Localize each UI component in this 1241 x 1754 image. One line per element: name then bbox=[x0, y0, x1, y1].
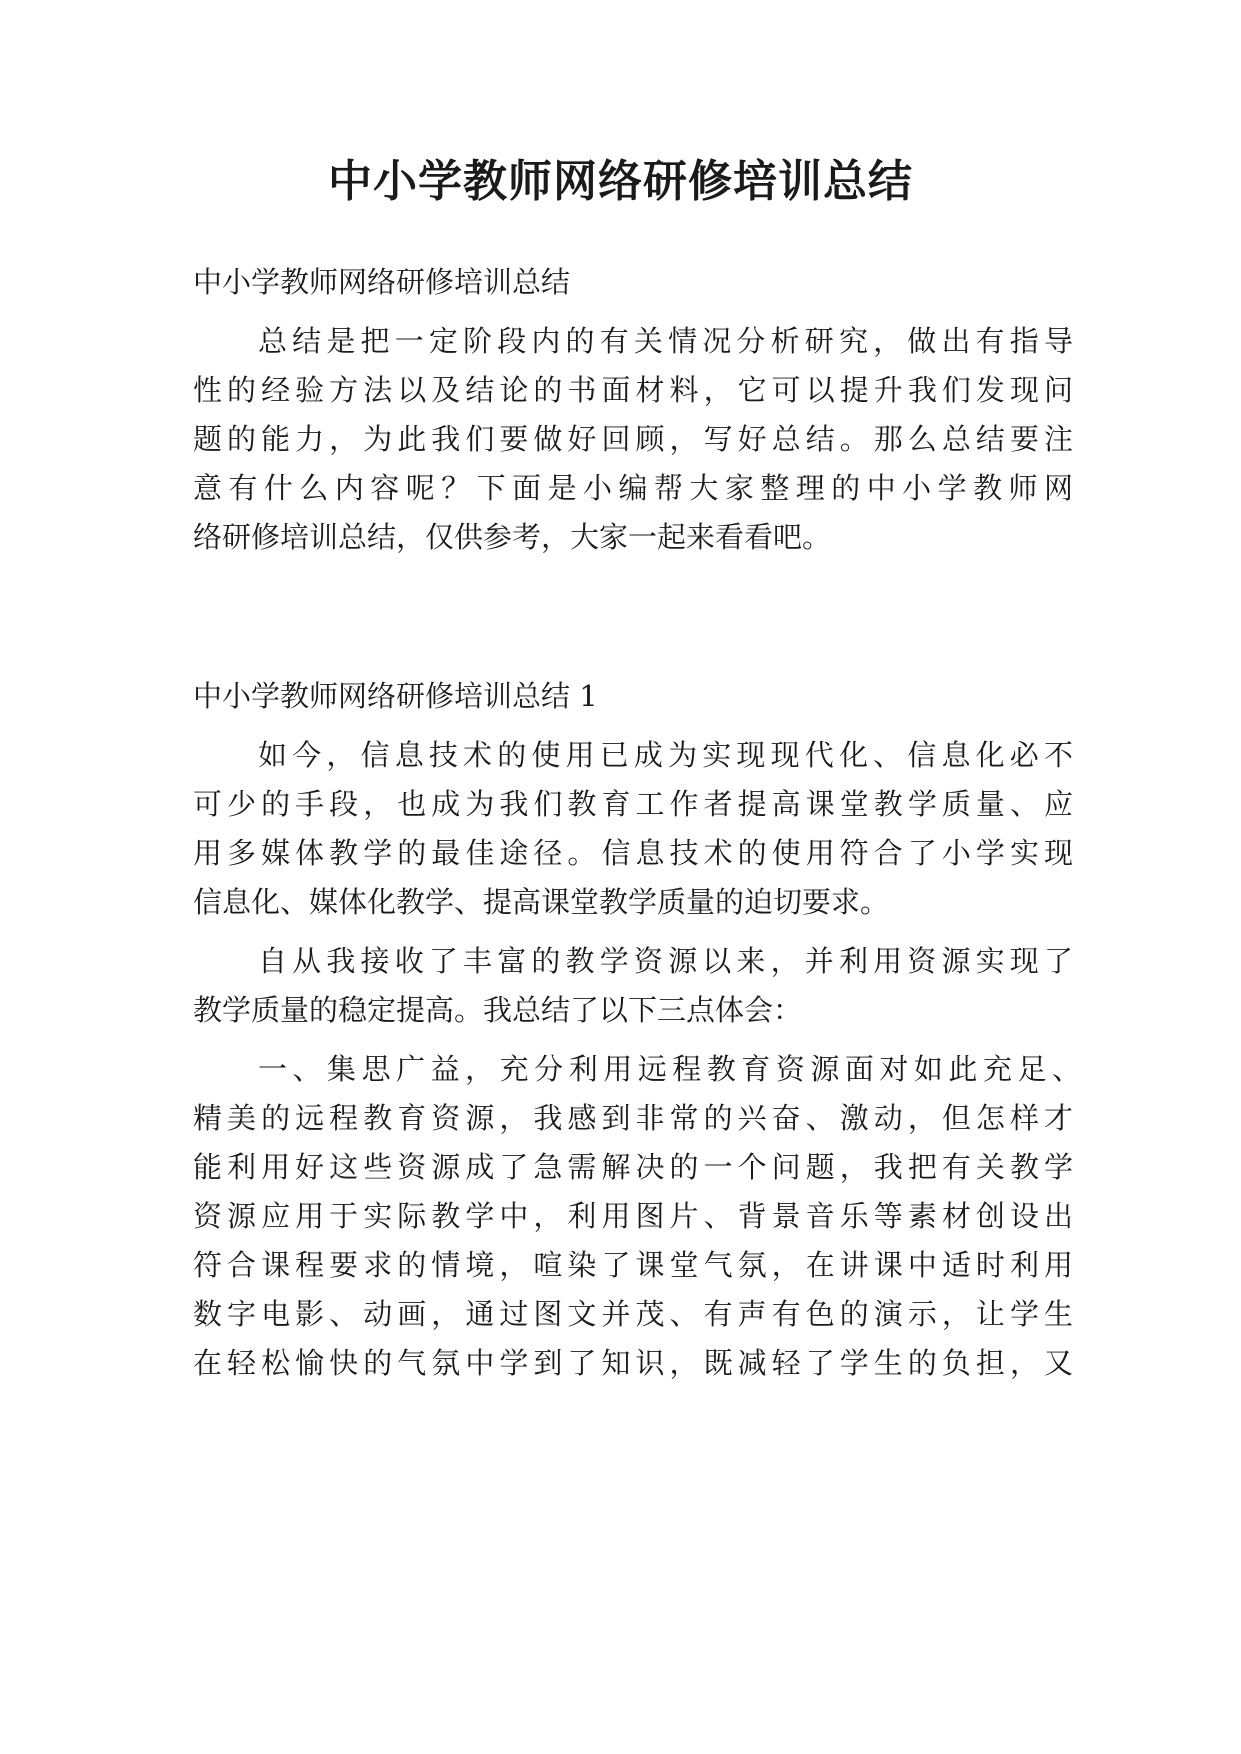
paragraph-line: 数字电影、动画，通过图文并茂、有声有色的演示，让学生 bbox=[193, 1297, 1073, 1331]
paragraph-line: 符合课程要求的情境，喧染了课堂气氛，在讲课中适时利用 bbox=[193, 1248, 1073, 1282]
paragraph-line: 信息化、媒体化教学、提高课堂教学质量的迫切要求。 bbox=[193, 885, 890, 919]
paragraph-line: 能利用好这些资源成了急需解决的一个问题，我把有关教学 bbox=[193, 1150, 1073, 1184]
intro-paragraph-line: 络研修培训总结，仅供参考，大家一起来看看吧。 bbox=[193, 520, 832, 554]
paragraph-line: 精美的远程教育资源，我感到非常的兴奋、激动，但怎样才 bbox=[193, 1101, 1073, 1135]
document-title: 中小学教师网络研修培训总结 bbox=[328, 156, 913, 207]
paragraph-line: 可少的手段，也成为我们教育工作者提高课堂教学质量、应 bbox=[193, 787, 1073, 821]
paragraph-line: 在轻松愉快的气氛中学到了知识，既减轻了学生的负担，又 bbox=[193, 1346, 1073, 1380]
paragraph-line: 用多媒体教学的最佳途径。信息技术的使用符合了小学实现 bbox=[193, 836, 1073, 870]
paragraph-line: 一、集思广益，充分利用远程教育资源面对如此充足、 bbox=[258, 1052, 1081, 1086]
paragraph-line: 如今，信息技术的使用已成为实现现代化、信息化必不 bbox=[258, 738, 1073, 772]
paragraph-line: 自从我接收了丰富的教学资源以来，并利用资源实现了 bbox=[258, 944, 1073, 978]
intro-paragraph-line: 题的能力，为此我们要做好回顾，写好总结。那么总结要注 bbox=[193, 422, 1073, 456]
section-heading: 中小学教师网络研修培训总结 1 bbox=[193, 679, 598, 713]
intro-paragraph-line: 意有什么内容呢？下面是小编帮大家整理的中小学教师网 bbox=[193, 471, 1073, 505]
intro-paragraph-line: 总结是把一定阶段内的有关情况分析研究，做出有指导 bbox=[258, 324, 1073, 358]
paragraph-line: 资源应用于实际教学中，利用图片、背景音乐等素材创设出 bbox=[193, 1199, 1073, 1233]
intro-paragraph-line: 性的经验方法以及结论的书面材料，它可以提升我们发现问 bbox=[193, 373, 1073, 407]
intro-heading: 中小学教师网络研修培训总结 bbox=[193, 265, 571, 299]
paragraph-line: 教学质量的稳定提高。我总结了以下三点体会： bbox=[193, 993, 803, 1027]
